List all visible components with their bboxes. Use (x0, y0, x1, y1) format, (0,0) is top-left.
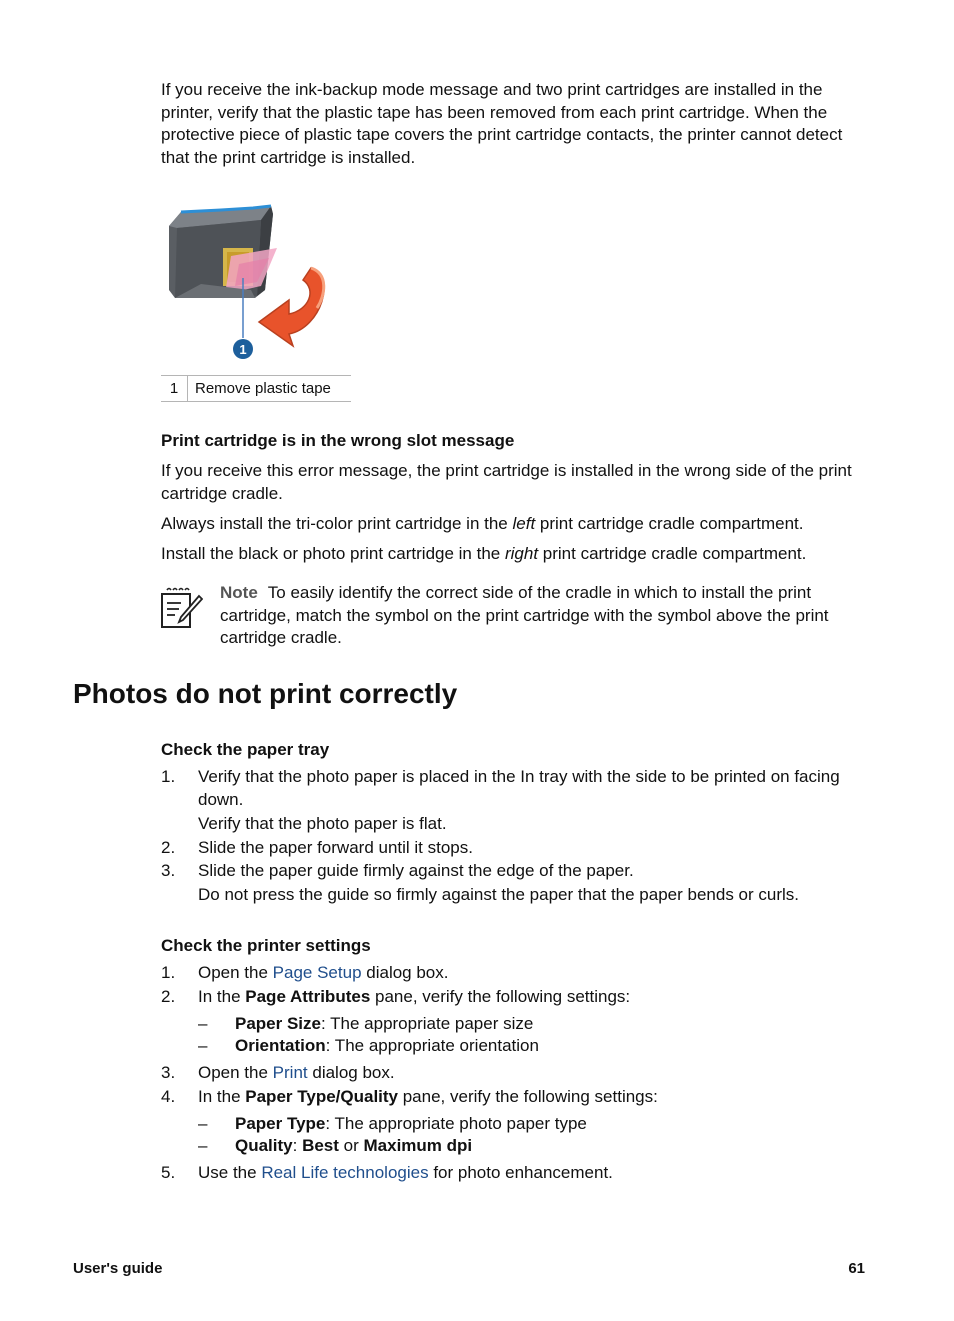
note-label: Note (220, 583, 258, 602)
caption-number: 1 (161, 376, 188, 401)
cartridge-illustration (161, 198, 351, 363)
caption-text: Remove plastic tape (195, 380, 331, 397)
page-number: 61 (848, 1260, 865, 1277)
section-title: Photos do not print correctly (73, 678, 458, 709)
callout-number: 1 (239, 342, 247, 357)
printer-settings-heading: Check the printer settings (161, 936, 371, 955)
paper-tray-heading: Check the paper tray (161, 740, 330, 759)
wrong-slot-paragraph-2: Always install the tri-color print cartridge in the left print cartridge cradle compartment. (161, 514, 804, 533)
print-cartridge-image (161, 198, 351, 363)
figure-caption-table (161, 375, 351, 402)
footer-title: User's guide (73, 1260, 163, 1277)
wrong-slot-paragraph-1: If you receive this error message, the print cartridge is installed in the wrong side of the print cartridge cradle. (161, 461, 852, 503)
note-block (220, 582, 860, 650)
note-icon (159, 586, 203, 630)
wrong-slot-paragraph-3: Install the black or photo print cartridge in the right print cartridge cradle compartment. (161, 544, 807, 563)
note-text: To easily identify the correct side of the cradle in which to install the print cartridge, match the symbol on the print cartridge with the symbol above the print cartridge cradle. (220, 583, 829, 647)
real-life-technologies-link[interactable]: Real Life technologies (261, 1163, 429, 1182)
intro-paragraph: If you receive the ink-backup mode message and two print cartridges are installed in the printer, verify that the plastic tape has been removed from each print cartridge. When the protective piece of plastic tape covers the print cartridge contacts, the printer cannot detect that the print cartridge is installed. (161, 80, 843, 167)
wrong-slot-heading: Print cartridge is in the wrong slot message (161, 431, 515, 450)
paper-tray-step-1-note: Verify that the photo paper is flat. (198, 814, 447, 833)
print-link[interactable]: Print (272, 1063, 308, 1082)
page-setup-link[interactable]: Page Setup (272, 963, 362, 982)
paper-tray-step-3-note: Do not press the guide so firmly against the paper that the paper bends or curls. (198, 885, 800, 904)
